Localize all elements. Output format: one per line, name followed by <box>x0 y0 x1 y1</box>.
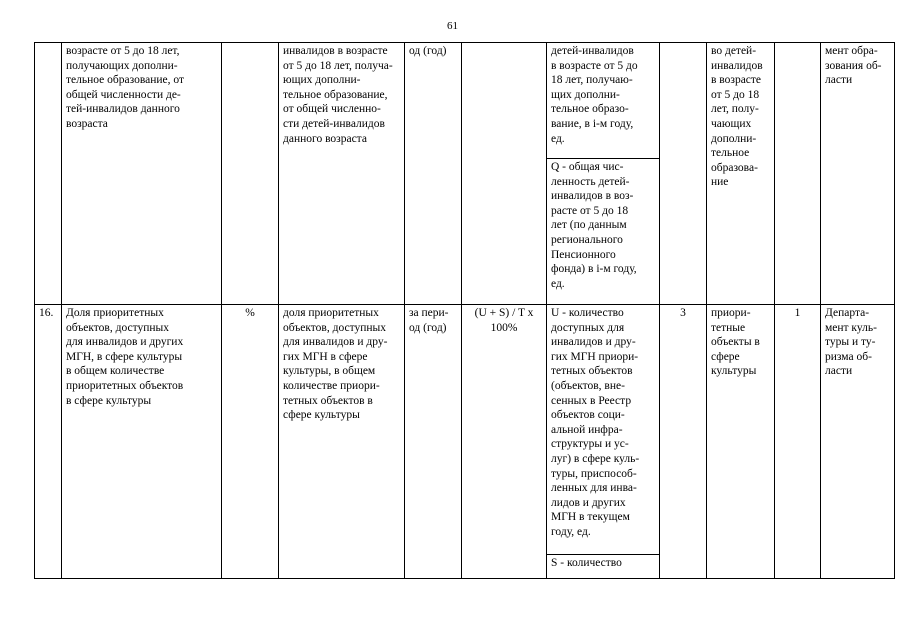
cell-variable: Q - общая чис- ленность детей- инвалидов в воз- расте от 5 до 18 лет (по данным регионального Пенсионного фонда) в i-м году, ед. <box>547 159 660 305</box>
cell-variable: детей-инвалидов в возрасте от 5 до 18 лет, получаю- щих дополни- тельное образо- вание, в i-м году, ед. <box>547 43 660 159</box>
cell-definition: инвалидов в возрасте от 5 до 18 лет, получа- ющих дополни- тельное образование, от общей численно- сти детей-инвалидов данного возраста <box>279 43 405 305</box>
table-row <box>35 305 895 555</box>
page-number: 61 <box>447 20 458 32</box>
cell-col9: приори- тетные объекты в сфере культуры <box>707 305 775 579</box>
cell-definition: доля приоритетных объектов, доступных для инвалидов и дру- гих МГН в сфере культуры, в общем количестве приори- тетных объектов в сфере культуры <box>279 305 405 579</box>
cell-formula <box>462 43 547 305</box>
cell-indicator: Доля приоритетных объектов, доступных для инвалидов и других МГН, в сфере культуры в общем количестве приоритетных объектов в сфере культуры <box>62 305 222 579</box>
cell-period: за пери- од (год) <box>405 305 462 579</box>
cell-responsible: мент обра- зования об- ласти <box>821 43 895 305</box>
cell-indicator: возрасте от 5 до 18 лет, получающих дополни- тельное образование, от общей численности де- тей-инвалидов данного возраста <box>62 43 222 305</box>
cell-period: од (год) <box>405 43 462 305</box>
cell-col9: во детей- инвалидов в возрасте от 5 до 18 лет, полу- чающих дополни- тельное образова- ние <box>707 43 775 305</box>
cell-col8 <box>660 43 707 305</box>
cell-col8: 3 <box>660 305 707 579</box>
table-row <box>35 43 895 159</box>
cell-col10 <box>775 43 821 305</box>
cell-number <box>35 43 62 305</box>
cell-variable: S - количество <box>547 555 660 579</box>
cell-variable: U - количество доступных для инвалидов и дру- гих МГН приори- тетных объектов (объектов, вне- сенных в Реестр объектов соци- альной инфра- структуры и ус- луг) в сфере куль- туры, приспособ- ленных для инва- лидов и других МГН в текущем году, ед. <box>547 305 660 555</box>
cell-unit: % <box>222 305 279 579</box>
cell-unit <box>222 43 279 305</box>
indicators-table <box>34 42 895 579</box>
cell-number: 16. <box>35 305 62 579</box>
cell-formula: (U + S) / T x 100% <box>462 305 547 579</box>
cell-responsible: Департа- мент куль- туры и ту- ризма об- ласти <box>821 305 895 579</box>
cell-col10: 1 <box>775 305 821 579</box>
